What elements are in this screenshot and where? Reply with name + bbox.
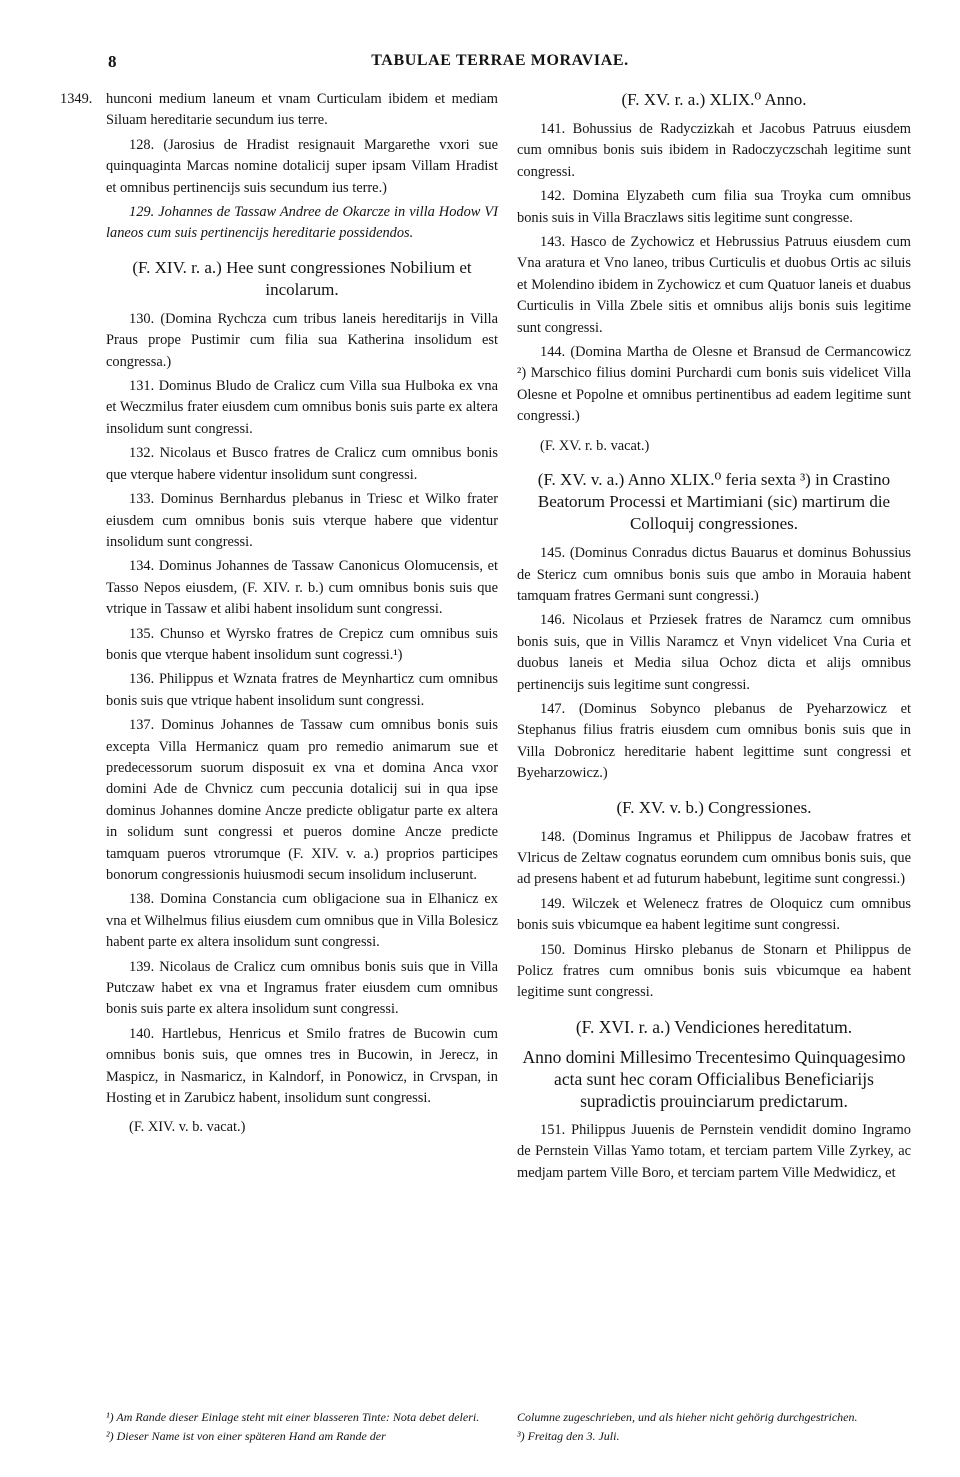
entry-142: 142. Domina Elyzabeth cum filia sua Troyka cum omnibus bonis suis in Villa Braczlaws sitis legitime sunt congresse. <box>517 188 911 226</box>
section-heading: (F. XV. v. b.) Congressiones. <box>616 797 812 817</box>
entry-147: 147. (Dominus Sobynco plebanus de Pyeharzowicz et Stephanus filius fratris eiusdem cum omnibus bonis suis que in Villa Dobronicz hereditarie habent legittime sunt congressi et Byeharzowicz.) <box>517 700 911 782</box>
entry-139: 139. Nicolaus de Cralicz cum omnibus bonis suis que in Villa Putczaw habet ex vna et Ingramus frater eiusdem cum omnibus bonis suis parte ex altera insolidum sunt congressi. <box>106 958 498 1018</box>
footnotes-left <box>106 1408 504 1446</box>
entry-129: 129. Johannes de Tassaw Andree de Okarcze in villa Hodow VI laneos cum suis pertinencijs hereditarie possidendos. <box>106 204 498 242</box>
section-heading: (F. XIV. r. a.) Hee sunt congressiones Nobilium et incolarum. <box>132 257 472 299</box>
entry-149: 149. Wilczek et Welenecz fratres de Oloquicz cum omnibus bonis suis vbicumque ea habent legitime sunt congressi. <box>517 895 911 934</box>
page-number: 8 <box>108 52 117 71</box>
entry-131: 131. Dominus Bludo de Cralicz cum Villa sua Hulboka ex vna et Weczmilus frater eiusdem cum omnibus bonis suis parte ex altera insolidum sunt congressi. <box>106 378 498 437</box>
entry-128: 128. (Jarosius de Hradist resignauit Margarethe vxori sue quinquaginta Marcas nomine dotalicij super ipsam Villam Hradist et omnibus pertinencijs suis secundum ius terre.) <box>106 136 498 196</box>
entry-135: 135. Chunso et Wyrsko fratres de Crepicz cum omnibus suis bonis que vterque habent insolidum sunt cogressi.¹) <box>106 625 498 663</box>
entry-130: 130. (Domina Rychcza cum tribus laneis hereditarijs in Villa Praus prope Pustimir cum filia sua Katherina insolidum est congressa.) <box>106 310 498 370</box>
section-heading-continued: Anno domini Millesimo Trecentesimo Quinquagesimo acta sunt hec coram Officialibus Beneficiarijs supradictis prouinciarum predictarum. <box>522 1046 906 1111</box>
entry-133: 133. Dominus Bernhardus plebanus in Triesc et Wilko frater eiusdem cum omnibus bonis suis vterque habere que videntur insolidum sunt congressi. <box>106 491 498 550</box>
page-header <box>0 52 960 74</box>
entry-140: 140. Hartlebus, Henricus et Smilo fratres de Bucowin cum omnibus bonis suis, que omnes tres in Bucowin, in Jerecz, in Maspicz, in Nasmaricz, in Kalndorf, in Ponowicz, in Crvspan, in Hosting et in Zarubicz habent, insolidum sunt congressi. <box>106 1025 498 1107</box>
entry-137: 137. Dominus Johannes de Tassaw cum omnibus bonis suis excepta Villa Hermanicz quam pro remedio animarum sue et predecessorum suorum disposuit ex vna et domina Anca vxor domini Ade de Chvnicz cum peccunia dotalicij sui in qua ipse dominus Johannes domine Ancze predicte obligatur parte ex altera in solidum sunt congressi et pueros domine Ancze predicte tamquam pueros vtrorumque (F. XIV. v. a.) proprios participes bonorum congressionis huiusmodi secum insolidum incluserunt. <box>106 717 498 883</box>
entry-134: 134. Dominus Johannes de Tassaw Canonicus Olomucensis, et Tasso Nepos eiusdem, (F. XIV. r. b.) cum omnibus bonis suis que vtrique in Tassaw et alibi habent insolidum sunt congressi. <box>106 558 498 618</box>
running-title: TABULAE TERRAE MORAVIAE. <box>371 52 629 69</box>
footnotes-right <box>517 1408 911 1446</box>
entry-148: 148. (Dominus Ingramus et Philippus de Jacobaw fratres et Vlricus de Zeltaw cognatus eorundem cum omnibus bonis suis, que ad presens habent et ad futurum habebunt, legitime sunt congressi.) <box>517 828 911 888</box>
section-heading: (F. XV. v. a.) Anno XLIX.⁰ feria sexta ³) in Crastino Beatorum Processi et Martimiani (sic) martirum die Colloquij congressiones. <box>537 470 891 534</box>
footnote-3: ³) Freitag den 3. Juli. <box>517 1429 620 1443</box>
margin-year: 1349. <box>60 91 93 107</box>
vacat-note: (F. XIV. v. b. vacat.) <box>129 1119 246 1136</box>
footnote-2: ²) Dieser Name ist von einer späteren Hand am Rande der <box>106 1429 386 1443</box>
entry-144: 144. (Domina Martha de Olesne et Bransud de Cermancowicz ²) Marschico filius domini Purchardi cum bonis suis videlicet Villa Olesne et Popolne et omnibus pertinentibus ad eadem legitime sunt congressi.) <box>517 344 911 425</box>
entry-145: 145. (Dominus Conradus dictus Bauarus et dominus Bohussius de Stericz cum omnibus bonis suis que ambo in Morauia habent tamquam fratres Germani sunt congressi.) <box>517 545 911 604</box>
entry-138: 138. Domina Constancia cum obligacione sua in Elhanicz ex vna et Wilhelmus filius eiusdem cum omnibus que in Villa Bolesicz habent parte ex altera insolidum sunt congressi. <box>106 891 498 951</box>
section-heading: (F. XV. r. a.) XLIX.⁰ Anno. <box>621 90 807 109</box>
entry-132: 132. Nicolaus et Busco fratres de Cralicz cum omnibus bonis que vterque habere videntur insolidum sunt congressi. <box>106 445 498 483</box>
entry-143: 143. Hasco de Zychowicz et Hebrussius Patruus eiusdem cum Vna aratura et Vno laneo, tribus Curticulis et duobus Ortis ac siluis et Molendino ibidem in Zychowicz et cum Quatuor laneis et duabus Curticulis in Villa Zbele sitis et omnibus alijs bonis suis legitime sunt congressi. <box>517 234 911 336</box>
vacat-note: (F. XV. r. b. vacat.) <box>540 437 650 454</box>
entry-150: 150. Dominus Hirsko plebanus de Stonarn et Philippus de Policz fratres cum omnibus bonis suis vbicumque ea habent legitime sunt congressi. <box>517 941 911 1001</box>
footnote-2-continued: Columne zugeschrieben, und als hieher nicht gehörig durchgestrichen. <box>517 1410 858 1424</box>
entry-continued: hunconi medium laneum et vnam Curticulam ibidem et mediam Siluam hereditarie secundum ius terre. <box>106 91 498 129</box>
left-column <box>60 89 498 1149</box>
entry-136: 136. Philippus et Wznata fratres de Meynharticz cum omnibus bonis suis que vtrique habent insolidum sunt congressi. <box>106 671 498 709</box>
section-heading: (F. XVI. r. a.) Vendiciones hereditatum. <box>575 1016 853 1037</box>
entry-146: 146. Nicolaus et Prziesek fratres de Naramcz cum omnibus bonis suis, que in Villis Naramcz et Vnyn videlicet Vna Curia et duobus laneis et Media silua Ochoz dicta et alijs omnibus pertinencijs suis legitime sunt congressi. <box>517 612 911 693</box>
footnote-1: ¹) Am Rande dieser Einlage steht mit einer blasseren Tinte: Nota debet deleri. <box>106 1410 480 1424</box>
entry-151: 151. Philippus Juuenis de Pernstein vendidit domino Ingramo de Pernstein Villas Yamo totam, et terciam partem Ville Zyrkey, ac medjam partem Ville Boro, et terciam partem Ville Medwidicz, et <box>517 1121 911 1181</box>
entry-141: 141. Bohussius de Radyczizkah et Jacobus Patruus eiusdem cum omnibus bonis suis ibidem in Radoczyczschah legitime sunt congressi. <box>517 121 911 180</box>
right-column <box>517 89 911 1187</box>
